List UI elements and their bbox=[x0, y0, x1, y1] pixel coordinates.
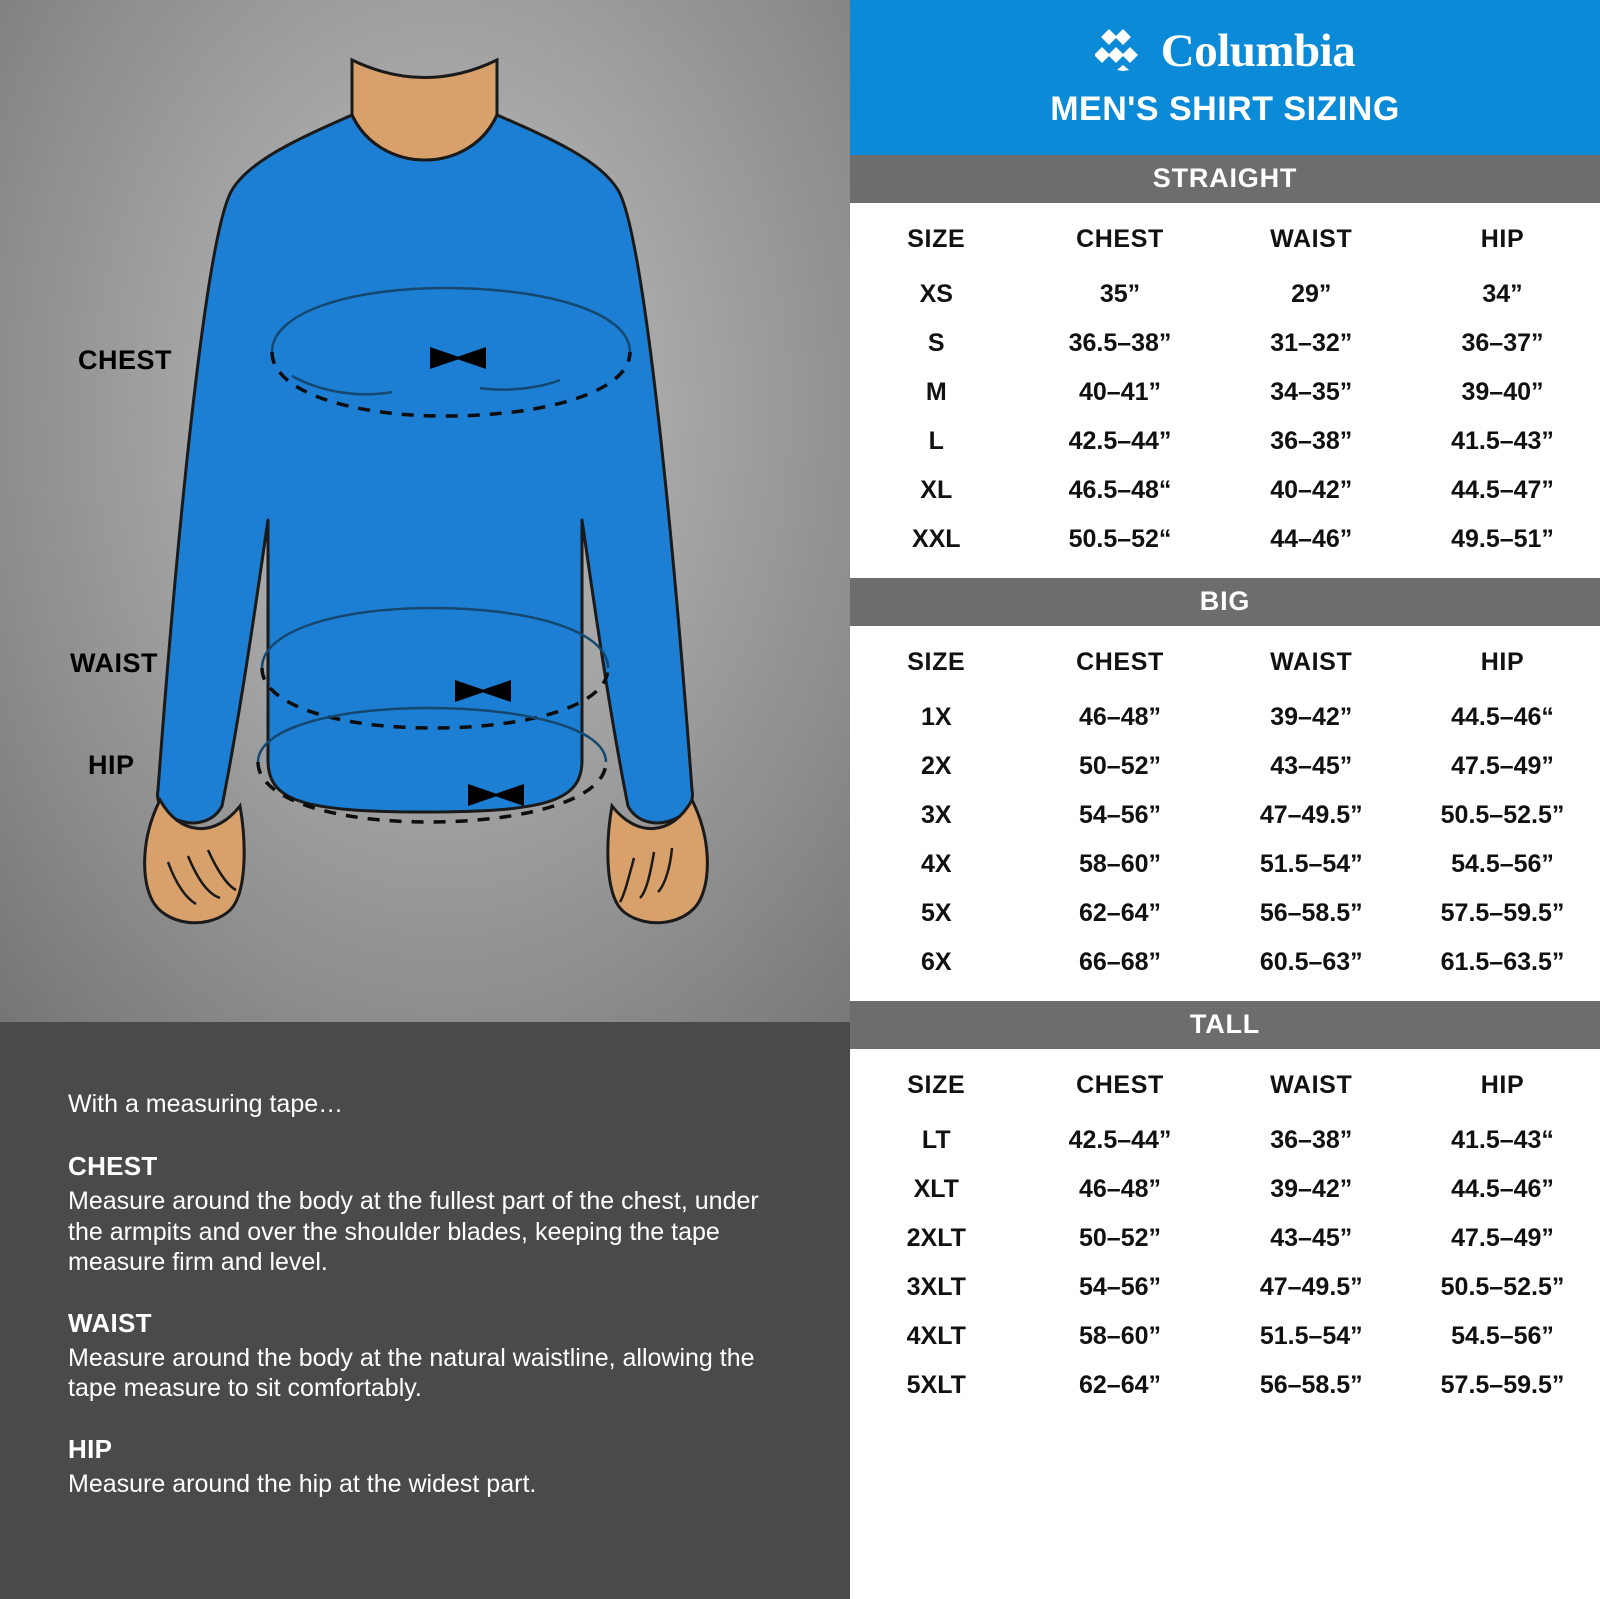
cell-waist: 51.5–54” bbox=[1259, 850, 1363, 878]
cell-waist: 60.5–63” bbox=[1259, 948, 1363, 976]
cell-size: 6X bbox=[920, 948, 952, 976]
cell-hip: 57.5–59.5” bbox=[1440, 1371, 1565, 1399]
table-header-row bbox=[850, 626, 1600, 693]
table-row bbox=[850, 1116, 1600, 1165]
cell-size: M bbox=[925, 378, 947, 406]
col-header-size: SIZE bbox=[907, 225, 966, 253]
table-row bbox=[850, 889, 1600, 938]
cell-size: 4XLT bbox=[906, 1322, 966, 1350]
table-row bbox=[850, 368, 1600, 417]
section-header-big: BIG bbox=[850, 578, 1600, 626]
table-row bbox=[850, 938, 1600, 987]
cell-hip: 54.5–56” bbox=[1451, 1322, 1554, 1350]
cell-hip: 39–40” bbox=[1461, 378, 1544, 406]
col-header-chest: CHEST bbox=[1076, 648, 1164, 676]
table-row bbox=[850, 791, 1600, 840]
instruction-body-waist: Measure around the body at the natural waistline, allowing the tape measure to sit comfortably. bbox=[68, 1343, 755, 1402]
cell-chest: 42.5–44” bbox=[1068, 427, 1172, 455]
cell-waist: 44–46” bbox=[1270, 525, 1353, 553]
col-header-hip: HIP bbox=[1480, 648, 1525, 676]
cell-chest: 62–64” bbox=[1078, 899, 1162, 927]
cell-hip: 41.5–43“ bbox=[1451, 1126, 1554, 1154]
cell-hip: 47.5–49” bbox=[1451, 1224, 1554, 1252]
size-table-big bbox=[850, 626, 1600, 987]
cell-hip: 36–37” bbox=[1461, 329, 1544, 357]
cell-chest: 42.5–44” bbox=[1068, 1126, 1172, 1154]
brand-lockup bbox=[1095, 24, 1356, 77]
cell-waist: 47–49.5” bbox=[1259, 1273, 1363, 1301]
table-row bbox=[850, 1165, 1600, 1214]
section-header-tall: TALL bbox=[850, 1001, 1600, 1049]
hip-label: HIP bbox=[88, 750, 135, 780]
cell-chest: 66–68” bbox=[1078, 948, 1162, 976]
cell-waist: 36–38” bbox=[1270, 427, 1353, 455]
cell-chest: 46–48” bbox=[1078, 1175, 1162, 1203]
table-row bbox=[850, 840, 1600, 889]
cell-waist: 56–58.5” bbox=[1259, 1371, 1363, 1399]
cell-waist: 29” bbox=[1291, 280, 1332, 308]
cell-chest: 58–60” bbox=[1078, 850, 1162, 878]
col-header-waist: WAIST bbox=[1270, 1071, 1353, 1099]
cell-chest: 40–41” bbox=[1078, 378, 1162, 406]
table-row bbox=[850, 270, 1600, 319]
cell-waist: 36–38” bbox=[1270, 1126, 1353, 1154]
chest-label: CHEST bbox=[78, 345, 173, 375]
cell-hip: 41.5–43” bbox=[1451, 427, 1554, 455]
cell-chest: 50–52” bbox=[1078, 1224, 1162, 1252]
size-table-tall bbox=[850, 1049, 1600, 1410]
columbia-diamond-logo-icon bbox=[1095, 27, 1151, 76]
col-header-hip: HIP bbox=[1480, 1071, 1525, 1099]
cell-size: 5X bbox=[920, 899, 952, 927]
table-row bbox=[850, 1312, 1600, 1361]
instructions-intro: With a measuring tape… bbox=[68, 1090, 344, 1118]
instruction-heading-waist: WAIST bbox=[68, 1307, 152, 1338]
cell-size: 2XLT bbox=[906, 1224, 966, 1252]
cell-hip: 54.5–56” bbox=[1451, 850, 1554, 878]
cell-size: 2X bbox=[920, 752, 952, 780]
cell-waist: 39–42” bbox=[1270, 703, 1353, 731]
right-column bbox=[850, 0, 1600, 1599]
cell-chest: 46–48” bbox=[1078, 703, 1162, 731]
cell-waist: 43–45” bbox=[1270, 1224, 1353, 1252]
cell-hip: 57.5–59.5” bbox=[1440, 899, 1565, 927]
cell-size: 3X bbox=[920, 801, 952, 829]
brand-name: Columbia bbox=[1160, 24, 1356, 77]
cell-hip: 34” bbox=[1482, 280, 1523, 308]
cell-chest: 62–64” bbox=[1078, 1371, 1162, 1399]
cell-size: S bbox=[927, 329, 945, 357]
instruction-body-hip: Measure around the hip at the widest part. bbox=[68, 1469, 537, 1498]
cell-waist: 43–45” bbox=[1270, 752, 1353, 780]
cell-hip: 44.5–46“ bbox=[1451, 703, 1554, 731]
brand-title: MEN'S SHIRT SIZING bbox=[1050, 89, 1400, 128]
cell-waist: 31–32” bbox=[1270, 329, 1353, 357]
cell-waist: 47–49.5” bbox=[1259, 801, 1363, 829]
cell-hip: 50.5–52.5” bbox=[1440, 1273, 1565, 1301]
table-row bbox=[850, 1263, 1600, 1312]
cell-chest: 50–52” bbox=[1078, 752, 1162, 780]
instruction-heading-hip: HIP bbox=[68, 1433, 113, 1464]
table-row bbox=[850, 466, 1600, 515]
cell-chest: 58–60” bbox=[1078, 1322, 1162, 1350]
table-row bbox=[850, 417, 1600, 466]
size-table-straight bbox=[850, 203, 1600, 564]
cell-chest: 54–56” bbox=[1078, 801, 1162, 829]
cell-size: 5XLT bbox=[906, 1371, 966, 1399]
cell-hip: 47.5–49” bbox=[1451, 752, 1554, 780]
shirt-measurement-illustration bbox=[0, 0, 850, 1022]
cell-size: LT bbox=[921, 1126, 951, 1154]
cell-chest: 54–56” bbox=[1078, 1273, 1162, 1301]
instruction-heading-chest: CHEST bbox=[68, 1151, 158, 1181]
cell-size: L bbox=[928, 427, 944, 455]
brand-header bbox=[850, 0, 1600, 155]
col-header-chest: CHEST bbox=[1076, 1071, 1164, 1099]
cell-hip: 49.5–51” bbox=[1451, 525, 1554, 553]
col-header-chest: CHEST bbox=[1076, 225, 1164, 253]
shirt-diagram-svg bbox=[0, 0, 850, 1022]
table-wrap-tall bbox=[850, 1049, 1600, 1424]
cell-chest: 46.5–48“ bbox=[1068, 476, 1172, 504]
table-row bbox=[850, 693, 1600, 742]
measuring-instructions bbox=[0, 1022, 850, 1599]
table-row bbox=[850, 515, 1600, 564]
cell-hip: 44.5–47” bbox=[1451, 476, 1554, 504]
cell-hip: 61.5–63.5” bbox=[1440, 948, 1565, 976]
cell-waist: 40–42” bbox=[1270, 476, 1353, 504]
table-header-row bbox=[850, 1049, 1600, 1116]
cell-chest: 36.5–38” bbox=[1068, 329, 1172, 357]
table-header-row bbox=[850, 203, 1600, 270]
cell-hip: 50.5–52.5” bbox=[1440, 801, 1565, 829]
cell-size: 1X bbox=[920, 703, 952, 731]
cell-hip: 44.5–46” bbox=[1451, 1175, 1554, 1203]
cell-waist: 34–35” bbox=[1270, 378, 1353, 406]
cell-waist: 51.5–54” bbox=[1259, 1322, 1363, 1350]
cell-waist: 56–58.5” bbox=[1259, 899, 1363, 927]
cell-chest: 50.5–52“ bbox=[1068, 525, 1172, 553]
table-wrap-big bbox=[850, 626, 1600, 1001]
table-row bbox=[850, 742, 1600, 791]
cell-size: XXL bbox=[911, 525, 961, 553]
section-header-straight: STRAIGHT bbox=[850, 155, 1600, 203]
cell-size: XLT bbox=[913, 1175, 959, 1203]
cell-chest: 35” bbox=[1099, 280, 1141, 308]
cell-size: 3XLT bbox=[906, 1273, 966, 1301]
col-header-waist: WAIST bbox=[1270, 225, 1353, 253]
table-wrap-straight bbox=[850, 203, 1600, 578]
col-header-hip: HIP bbox=[1480, 225, 1525, 253]
col-header-size: SIZE bbox=[907, 1071, 966, 1099]
table-row bbox=[850, 1361, 1600, 1410]
cell-waist: 39–42” bbox=[1270, 1175, 1353, 1203]
col-header-waist: WAIST bbox=[1270, 648, 1353, 676]
cell-size: XL bbox=[920, 476, 953, 504]
instruction-body-chest: Measure around the body at the fullest part of the chest, under the armpits and over the shoulder blades, keeping the tape measure firm and level. bbox=[68, 1187, 759, 1276]
col-header-size: SIZE bbox=[907, 648, 966, 676]
table-row bbox=[850, 1214, 1600, 1263]
table-row bbox=[850, 319, 1600, 368]
cell-size: XS bbox=[919, 280, 953, 308]
waist-label: WAIST bbox=[70, 648, 158, 678]
cell-size: 4X bbox=[920, 850, 952, 878]
